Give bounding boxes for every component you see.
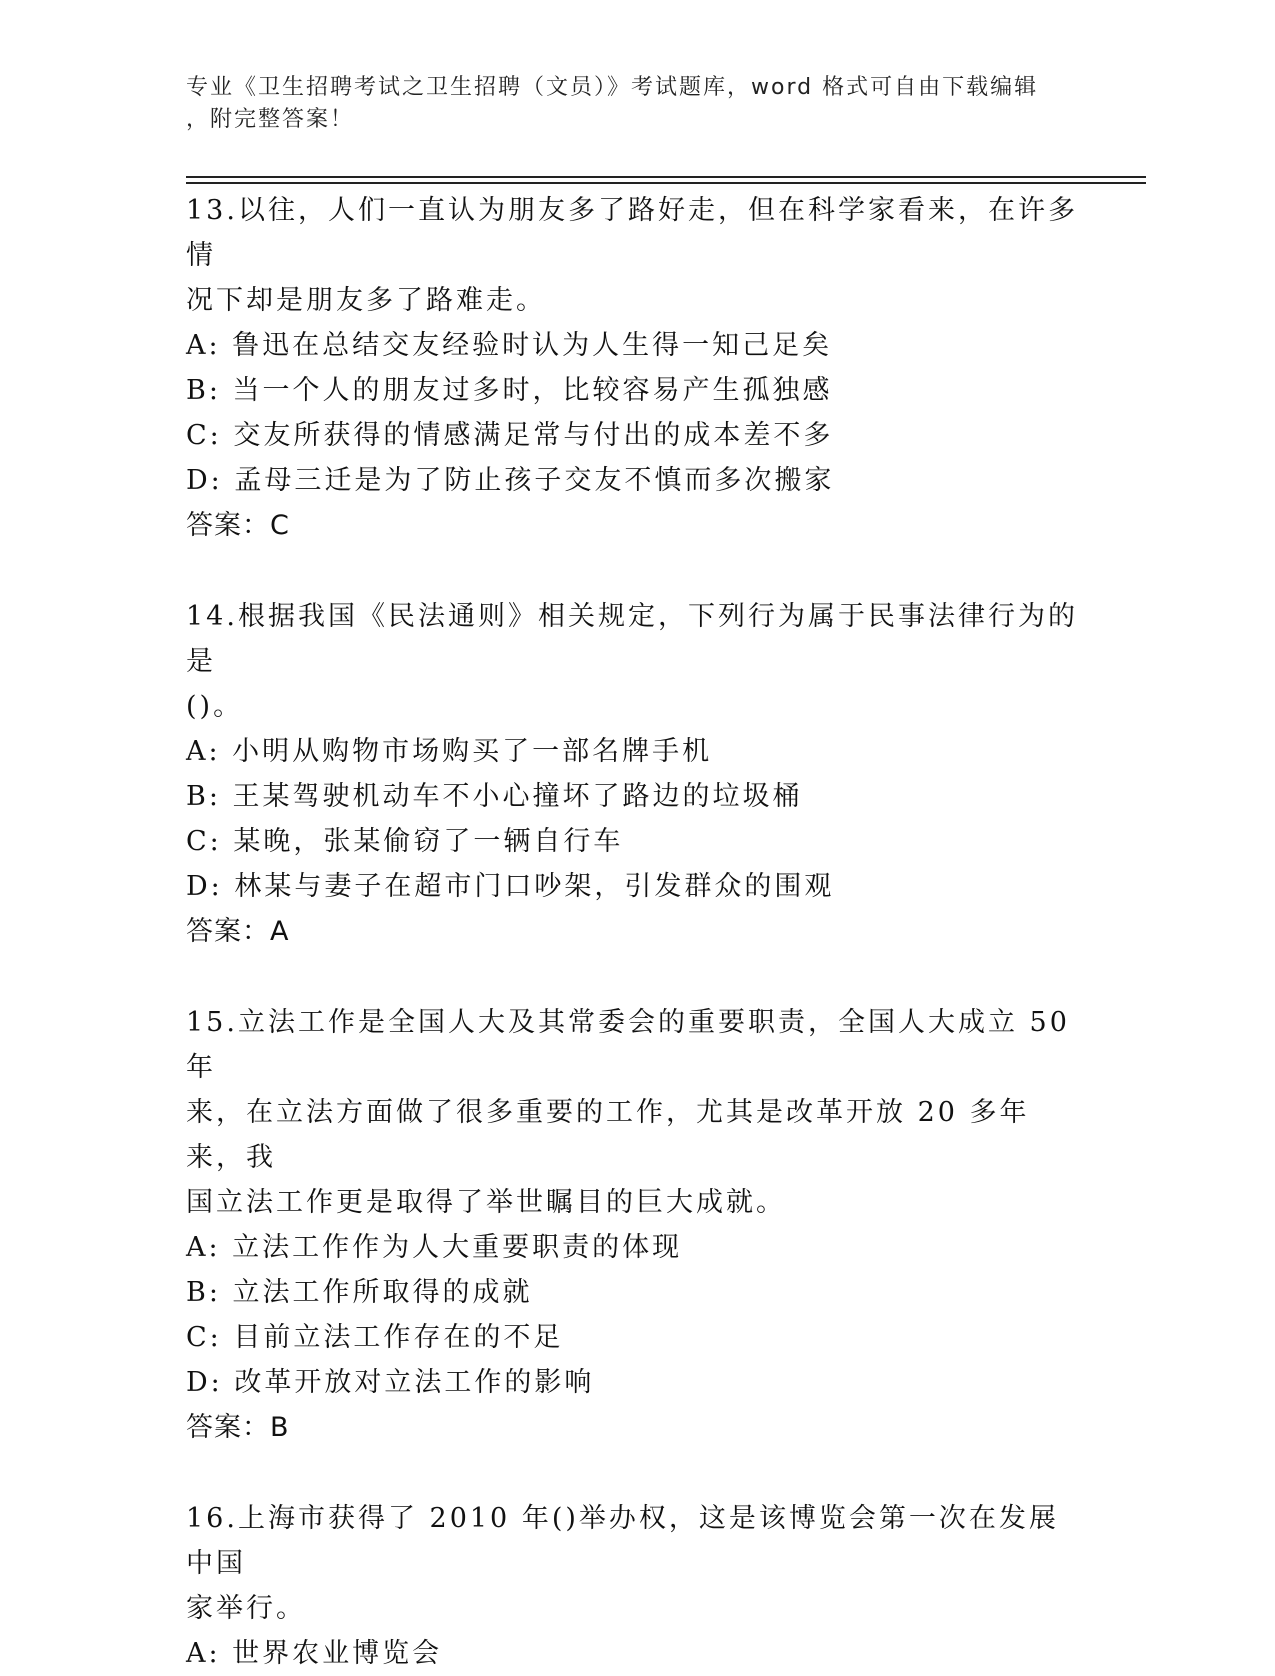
question-stem-line: 家举行。 <box>186 1593 306 1624</box>
question-15 <box>186 1000 1086 1450</box>
option-d: D: 孟母三迁是为了防止孩子交友不慎而多次搬家 <box>186 465 835 496</box>
option-a: A: 世界农业博览会 <box>186 1638 443 1669</box>
header-divider-top <box>186 176 1146 178</box>
option-a: A: 鲁迅在总结交友经验时认为人生得一知己足矣 <box>186 330 833 361</box>
question-14 <box>186 594 1086 954</box>
question-stem-line: 国立法工作更是取得了举世瞩目的巨大成就。 <box>186 1187 786 1218</box>
question-stem-line: 15.立法工作是全国人大及其常委会的重要职责，全国人大成立 50 年 <box>186 1007 1070 1083</box>
option-b: B: 立法工作所取得的成就 <box>186 1277 533 1308</box>
option-b: B: 当一个人的朋友过多时，比较容易产生孤独感 <box>186 375 833 406</box>
question-spacer <box>186 954 1086 1000</box>
question-stem-line: 16.上海市获得了 2010 年()举办权，这是该博览会第一次在发展中国 <box>186 1503 1059 1579</box>
option-a: A: 小明从购物市场购买了一部名牌手机 <box>186 736 713 767</box>
option-d: D: 林某与妻子在超市门口吵架，引发群众的围观 <box>186 871 835 902</box>
answer-label: 答案：A <box>186 916 290 947</box>
option-a: A: 立法工作作为人大重要职责的体现 <box>186 1232 683 1263</box>
option-c: C: 某晚，张某偷窃了一辆自行车 <box>186 826 624 857</box>
option-c: C: 交友所获得的情感满足常与付出的成本差不多 <box>186 420 834 451</box>
question-stem-line: ()。 <box>186 691 244 722</box>
question-13 <box>186 188 1086 548</box>
option-b: B: 王某驾驶机动车不小心撞坏了路边的垃圾桶 <box>186 781 803 812</box>
header-line-1: 专业《卫生招聘考试之卫生招聘（文员）》考试题库，word 格式可自由下载编辑 <box>186 75 1039 100</box>
question-stem-line: 来，在立法方面做了很多重要的工作，尤其是改革开放 20 多年来，我 <box>186 1097 1030 1173</box>
question-stem-line: 14.根据我国《民法通则》相关规定，下列行为属于民事法律行为的是 <box>186 601 1078 677</box>
question-stem-line: 况下却是朋友多了路难走。 <box>186 285 546 316</box>
question-stem-line: 13.以往，人们一直认为朋友多了路好走，但在科学家看来，在许多情 <box>186 195 1078 271</box>
answer-label: 答案：B <box>186 1412 290 1443</box>
question-spacer <box>186 1450 1086 1496</box>
header-line-2: ，附完整答案！ <box>186 107 355 132</box>
option-c: C: 目前立法工作存在的不足 <box>186 1322 564 1353</box>
option-d: D: 改革开放对立法工作的影响 <box>186 1367 595 1398</box>
question-spacer <box>186 548 1086 594</box>
question-16 <box>186 1496 1086 1676</box>
header-divider-bottom <box>186 182 1146 184</box>
answer-label: 答案：C <box>186 510 290 541</box>
document-header <box>186 72 1066 136</box>
question-list <box>186 188 1086 1676</box>
